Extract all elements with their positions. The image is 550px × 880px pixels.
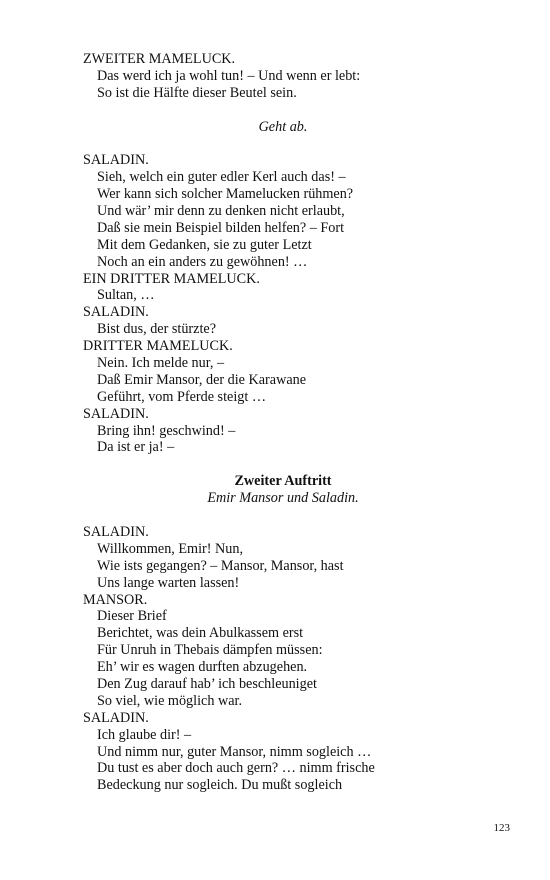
verse-line: Eh’ wir es wagen durften abzugehen. — [97, 659, 308, 676]
verse-line: So viel, wie möglich war. — [97, 692, 243, 709]
speaker-name: SALADIN. — [83, 523, 149, 540]
verse-line: Und nimm nur, guter Mansor, nimm sogleich … — [97, 743, 372, 760]
blank-line — [83, 135, 483, 152]
verse-line: Willkommen, Emir! Nun, — [97, 540, 244, 557]
speaker-name: MANSOR. — [83, 591, 148, 608]
verse-line: Da ist er ja! – — [97, 439, 175, 456]
verse-line: Und wär’ mir denn zu denken nicht erlaubt, — [97, 203, 345, 220]
verse-line: Berichtet, was dein Abulkassem erst — [97, 625, 304, 642]
verse-line: Daß Emir Mansor, der die Karawane — [97, 371, 307, 388]
verse-line: Ich glaube dir! – — [97, 726, 192, 743]
verse-line: Du tust es aber doch auch gern? … nimm frische — [97, 760, 375, 777]
verse-line: Den Zug darauf hab’ ich beschleuniget — [97, 675, 317, 692]
speaker-name: SALADIN. — [83, 405, 149, 422]
verse-line: Geführt, vom Pferde steigt … — [97, 388, 267, 405]
speaker-name: SALADIN. — [83, 709, 149, 726]
verse-line: Sieh, welch ein guter edler Kerl auch das! – — [97, 169, 346, 186]
stage-direction: Emir Mansor und Saladin. — [207, 490, 359, 507]
verse-line: Daß sie mein Beispiel bilden helfen? – Fort — [97, 219, 345, 236]
verse-line: Wie ists gegangen? – Mansor, Mansor, hast — [97, 557, 344, 574]
page-number: 123 — [493, 822, 510, 834]
verse-line: So ist die Hälfte dieser Beutel sein. — [97, 84, 297, 101]
verse-line: Nein. Ich melde nur, – — [97, 355, 225, 372]
blank-line — [83, 456, 483, 473]
speaker-name: SALADIN. — [83, 304, 149, 321]
scene-heading: Zweiter Auftritt — [234, 473, 332, 490]
verse-line: Noch an ein anders zu gewöhnen! … — [97, 253, 308, 270]
verse-line: Sultan, … — [97, 287, 155, 304]
speaker-name: EIN DRITTER MAMELUCK. — [83, 270, 260, 287]
speaker-name: DRITTER MAMELUCK. — [83, 338, 233, 355]
blank-line — [83, 102, 483, 119]
play-text — [83, 51, 483, 794]
verse-line: Dieser Brief — [97, 608, 167, 625]
verse-line: Mit dem Gedanken, sie zu guter Letzt — [97, 236, 312, 253]
verse-line: Das werd ich ja wohl tun! – Und wenn er lebt: — [97, 67, 361, 84]
verse-line: Bring ihn! geschwind! – — [97, 422, 236, 439]
blank-line — [83, 507, 483, 524]
verse-line: Für Unruh in Thebais dämpfen müssen: — [97, 642, 323, 659]
speaker-name: ZWEITER MAMELUCK. — [83, 51, 236, 67]
verse-line: Uns lange warten lassen! — [97, 574, 240, 591]
verse-line: Bedeckung nur sogleich. Du mußt sogleich — [97, 777, 343, 794]
verse-line: Wer kann sich solcher Mamelucken rühmen? — [97, 186, 354, 203]
speaker-name: SALADIN. — [83, 152, 149, 169]
stage-direction: Geht ab. — [258, 118, 308, 135]
verse-line: Bist dus, der stürzte? — [97, 321, 216, 338]
